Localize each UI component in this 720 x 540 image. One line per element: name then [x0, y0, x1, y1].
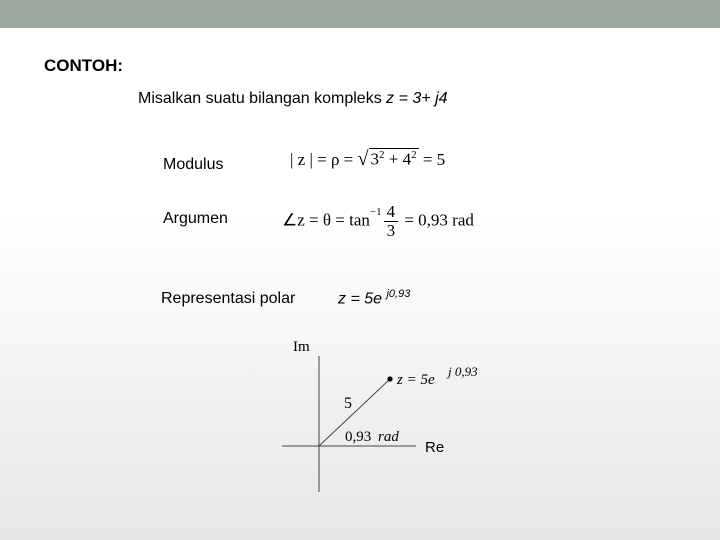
modulus-a: 3: [370, 150, 379, 169]
re-axis-label: Re: [425, 439, 445, 456]
point-label: z = 5e: [397, 372, 435, 388]
modulus-b: 4: [402, 150, 412, 169]
angle-label: 0,93: [345, 429, 372, 445]
im-axis-label: Im: [293, 339, 310, 355]
argumen-lhs: ∠z = θ = tan: [282, 210, 370, 230]
modulus-label: Modulus: [163, 156, 224, 173]
modulus-result: = 5: [418, 150, 446, 169]
modulus-exp-a: 2: [379, 149, 385, 162]
argumen-inverse: −1: [369, 205, 382, 218]
polar-base: z = 5e: [338, 290, 387, 308]
point-label-exponent: j 0,93: [448, 364, 478, 379]
slide-heading: CONTOH:: [44, 56, 124, 75]
intro-equation: z = 3+ j4: [386, 90, 448, 107]
polar-label: Representasi polar: [161, 290, 296, 307]
point-z: [387, 376, 392, 381]
modulus-lhs: | z | = ρ =: [290, 150, 358, 169]
radical-sign: √: [357, 148, 369, 170]
fraction-denominator: 3: [386, 221, 396, 240]
angle-unit: rad: [378, 429, 399, 445]
magnitude-label: 5: [344, 395, 352, 412]
fraction-numerator: 4: [384, 203, 399, 222]
intro-sentence: Misalkan suatu bilangan kompleks: [138, 90, 387, 107]
modulus-plus: +: [384, 150, 403, 169]
argumen-label: Argumen: [163, 210, 228, 227]
argumen-result: = 0,93 rad: [400, 210, 474, 230]
polar-exponent: j0,93: [386, 288, 411, 300]
modulus-exp-b: 2: [411, 149, 417, 162]
